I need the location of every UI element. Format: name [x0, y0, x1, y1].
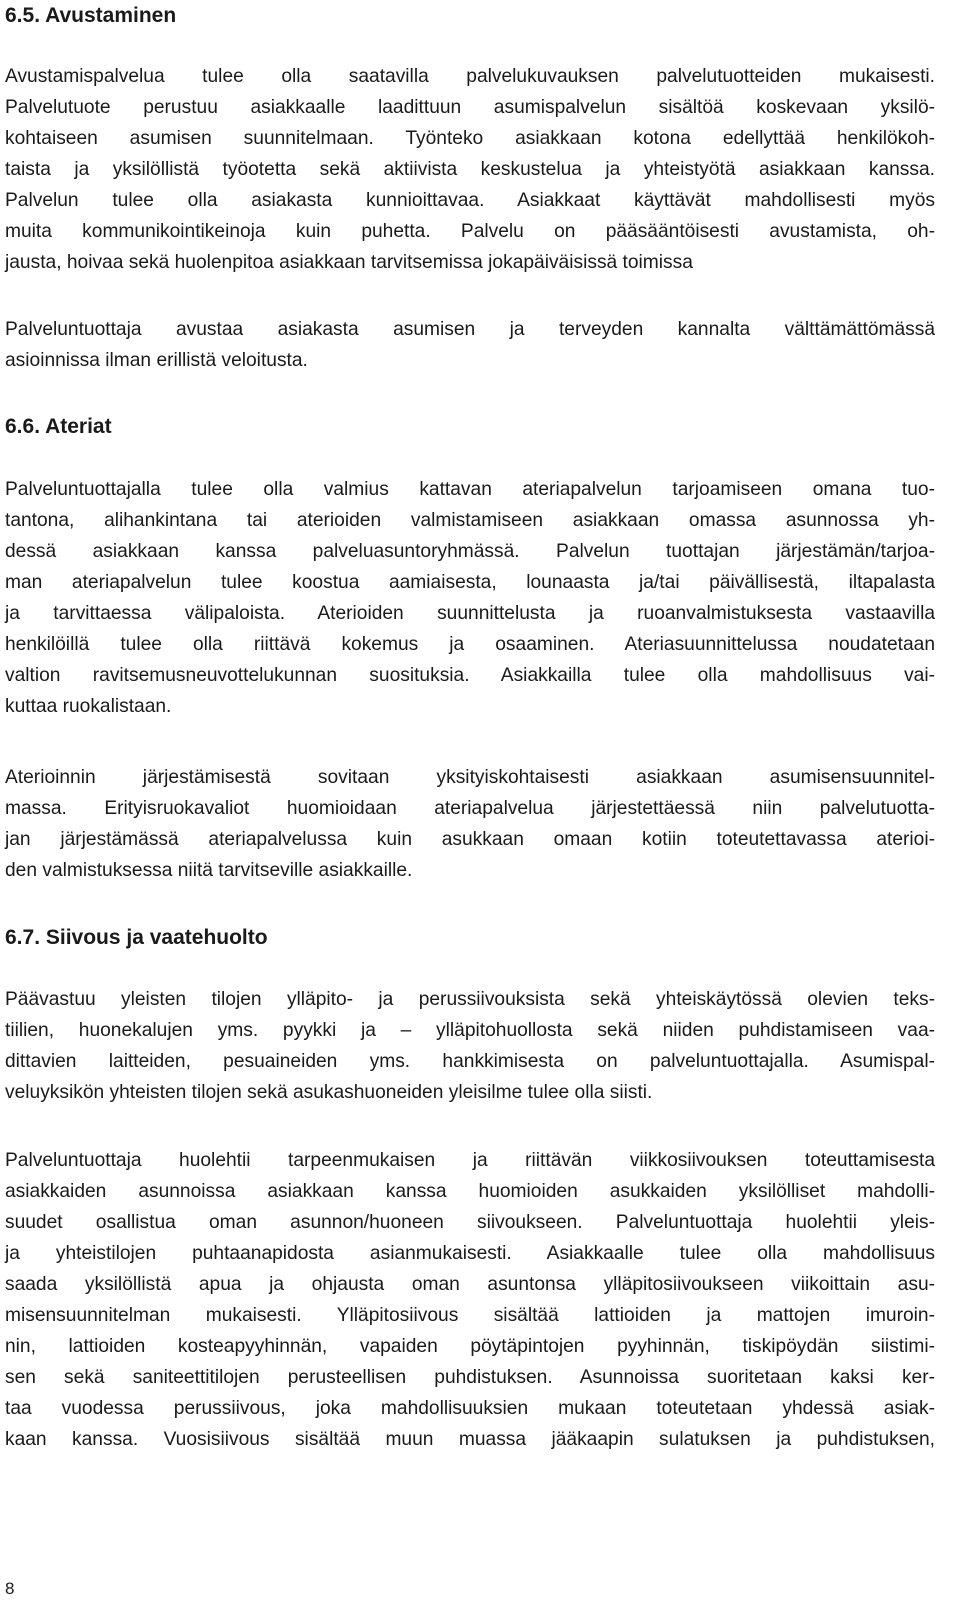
text-line: tantona, alihankintana tai aterioiden valmistamiseen asiakkaan omassa asunnossa yh- — [5, 510, 935, 531]
text-line: saada yksilöllistä apua ja ohjausta oman asuntonsa ylläpitosiivoukseen viikoittain asu- — [5, 1274, 935, 1295]
text-line: ja yhteistilojen puhtaanapidosta asianmukaisesti. Asiakkaalle tulee olla mahdollisuus — [5, 1243, 935, 1264]
text-line: valtion ravitsemusneuvottelukunnan suosituksia. Asiakkailla tulee olla mahdollisuus vai- — [5, 665, 935, 686]
paragraph — [5, 984, 935, 1108]
text-line: kuttaa ruokalistaan. — [5, 696, 172, 717]
text-line: tiilien, huonekalujen yms. pyykki ja – ylläpitohuollosta sekä niiden puhdistamiseen vaa- — [5, 1020, 935, 1041]
section-heading-6-7: 6.7. Siivous ja vaatehuolto — [5, 926, 268, 949]
text-line: kaan kanssa. Vuosisiivous sisältää muun muassa jääkaapin sulatuksen ja puhdistuksen, — [5, 1429, 935, 1450]
text-line: suudet osallistua oman asunnon/huoneen siivoukseen. Palveluntuottaja huolehtii yleis- — [5, 1212, 935, 1233]
paragraph — [5, 314, 935, 376]
text-line: massa. Erityisruokavaliot huomioidaan ateriapalvelua järjestettäessä niin palvelutuotta- — [5, 798, 935, 819]
text-line: jan järjestämässä ateriapalvelussa kuin asukkaan omaan kotiin toteutettavassa aterioi- — [5, 829, 935, 850]
text-line: veluyksikön yhteisten tilojen sekä asukashuoneiden yleisilme tulee olla siisti. — [5, 1082, 653, 1103]
text-line: Palvelun tulee olla asiakasta kunnioittavaa. Asiakkaat käyttävät mahdollisesti myös — [5, 190, 935, 211]
paragraph — [5, 474, 935, 722]
paragraph — [5, 1145, 935, 1455]
text-line: Palveluntuottaja huolehtii tarpeenmukaisen ja riittävän viikkosiivouksen toteuttamisesta — [5, 1150, 935, 1171]
text-line: Avustamispalvelua tulee olla saatavilla palvelukuvauksen palvelutuotteiden mukaisesti. — [5, 66, 935, 87]
text-line: Palvelutuote perustuu asiakkaalle laadittuun asumispalvelun sisältöä koskevaan yksilö- — [5, 97, 935, 118]
text-line: henkilöillä tulee olla riittävä kokemus ja osaaminen. Ateriasuunnittelussa noudatetaan — [5, 634, 935, 655]
text-line: man ateriapalvelun tulee koostua aamiaisesta, lounaasta ja/tai päivällisestä, iltapalasta — [5, 572, 935, 593]
text-line: taista ja yksilöllistä työotetta sekä aktiivista keskustelua ja yhteistyötä asiakkaan kanssa. — [5, 159, 935, 180]
text-line: nin, lattioiden kosteapyyhinnän, vapaiden pöytäpintojen pyyhinnän, tiskipöydän siistimi- — [5, 1336, 935, 1357]
text-line: Palveluntuottajalla tulee olla valmius kattavan ateriapalvelun tarjoamiseen omana tuo- — [5, 479, 935, 500]
text-line: muita kommunikointikeinoja kuin puhetta. Palvelu on pääsääntöisesti avustamista, oh- — [5, 221, 935, 242]
text-line: asiakkaiden asunnoissa asiakkaan kanssa huomioiden asukkaiden yksilölliset mahdolli- — [5, 1181, 935, 1202]
text-line: Palveluntuottaja avustaa asiakasta asumisen ja terveyden kannalta välttämättömässä — [5, 319, 935, 340]
text-line: dittavien laitteiden, pesuaineiden yms. hankkimisesta on palveluntuottajalla. Asumispal- — [5, 1051, 935, 1072]
text-line: sen sekä saniteettitilojen perusteellisen puhdistuksen. Asunnoissa suoritetaan kaksi ker- — [5, 1367, 935, 1388]
text-line: misensuunnitelman mukaisesti. Ylläpitosiivous sisältää lattioiden ja mattojen imuroin- — [5, 1305, 935, 1326]
text-line: jausta, hoivaa sekä huolenpitoa asiakkaan tarvitsemissa jokapäiväisissä toimissa — [5, 252, 693, 273]
text-line: Päävastuu yleisten tilojen ylläpito- ja perussiivouksista sekä yhteiskäytössä olevien teks- — [5, 989, 935, 1010]
text-line: asioinnissa ilman erillistä veloitusta. — [5, 350, 308, 371]
paragraph — [5, 61, 935, 278]
section-heading-6-6: 6.6. Ateriat — [5, 415, 112, 438]
page-number: 8 — [5, 1579, 15, 1598]
paragraph — [5, 762, 935, 886]
text-line: ja tarvittaessa välipaloista. Aterioiden suunnittelusta ja ruoanvalmistuksesta vastaavilla — [5, 603, 935, 624]
text-line: den valmistuksessa niitä tarvitseville asiakkaille. — [5, 860, 413, 881]
text-line: dessä asiakkaan kanssa palveluasuntoryhmässä. Palvelun tuottajan järjestämän/tarjoa- — [5, 541, 935, 562]
text-line: Aterioinnin järjestämisestä sovitaan yksityiskohtaisesti asiakkaan asumisensuunnitel- — [5, 767, 935, 788]
text-line: kohtaiseen asumisen suunnitelmaan. Työnteko asiakkaan kotona edellyttää henkilökoh- — [5, 128, 935, 149]
section-heading-6-5: 6.5. Avustaminen — [5, 4, 177, 27]
text-line: taa vuodessa perussiivous, joka mahdollisuuksien mukaan toteutetaan yhdessä asiak- — [5, 1398, 935, 1419]
